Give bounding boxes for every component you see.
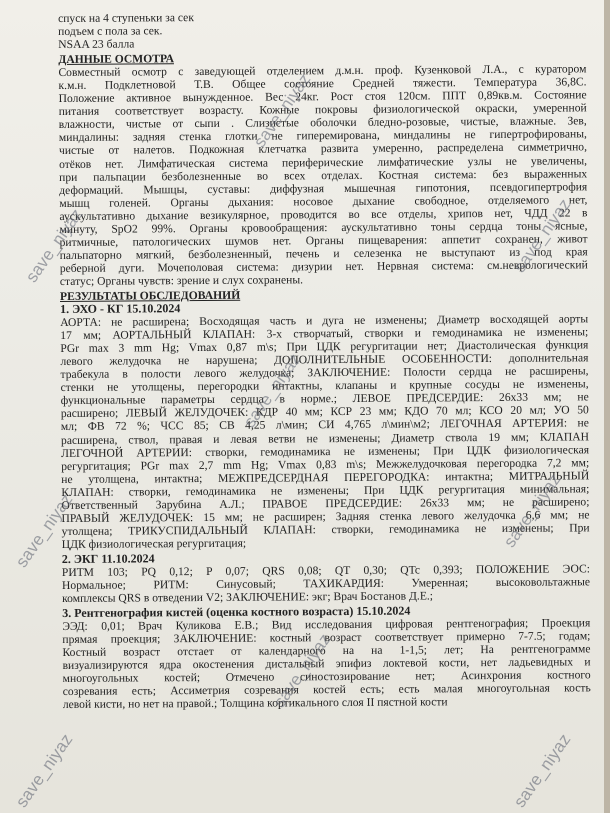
exam-line: Положение активное вынужденное. Вес 24кг. Рост стоя 120см. ППТ 0,89кв.м. Состояние	[58, 88, 587, 106]
ecg-line: комплексы QRS в отведении V2; ЗАКЛЮЧЕНИЕ: экг; Врач Бостанов Д.Е.;	[62, 589, 434, 606]
watermark-text: save_niyaz	[510, 195, 575, 276]
echo-line: мл; ФВ 72 %; ЧСС 85; СВ 4,25 л\мин; СИ 4,765 л\мин\м2; ЛЕГОЧНАЯ АРТЕРИЯ: не	[60, 416, 589, 434]
exam-line: реберной дуги. Мочеполовая система: дизурии нет. Нервная система: см.неврологический	[59, 258, 588, 275]
exam-line: влажности, чистые от сыпи . Слизистые оболочки бледно-розовые, чистые, влажные. Зев,	[58, 114, 587, 132]
echo-line: 17 мм; АОРТАЛЬНЫЙ КЛАПАН: 3-х створчатый, створки и гемодинамика не изменены;	[60, 325, 589, 343]
exam-line: Совместный осмотр с заведующей отделением д.м.н. проф. Кузенковой Л.А., с куратором	[58, 62, 587, 80]
echo-line: PGr max 3 mm Hg; Vmax 0,87 m\s; При ЦДК регургитации нет; Диастолическая функция	[60, 338, 589, 356]
exam-line: питания соответствует возрасту. Кожные покровы физиологической окраски, умеренной	[58, 101, 587, 119]
watermark-text: save_niyaz	[12, 490, 77, 571]
ecg-title: 2. ЭКГ 11.10.2024	[61, 551, 155, 566]
watermark-text: save_niyaz	[250, 70, 315, 151]
xray-title: 3. Рентгенография кистей (оценка костного возраста) 15.10.2024	[62, 603, 411, 621]
exam-line: чистые от налетов. Подкожная клетчатка развита умеренно, распределена симметрично,	[58, 140, 588, 158]
xray-line: созревания есть; Ассиметрия созревания костей есть; есть малая многоугольная кость	[62, 681, 591, 699]
exam-line: статус; Органы чувств: зрение и слух сохранены.	[59, 273, 304, 288]
exam-line: аускультативно дыхание везикулярное, проводится во все отделы, хрипов нет, ЧДД 22 в	[59, 206, 588, 223]
xray-line: прямая проекция; ЗАКЛЮЧЕНИЕ: костный возраст соответствует примерно 7-7.5; годам;	[62, 629, 591, 647]
echo-line: ЛЕГОЧНОЙ АРТЕРИИ: створки, гемодинамика не изменены; При ЦДК физиологическая	[61, 442, 590, 460]
echo-line: не утолщена, интактна; МЕЖПРЕДСЕРДНАЯ ПЕРЕГОРОДКА: интактна; МИТРАЛЬНЫЙ	[61, 468, 590, 486]
exam-line: минуту, SpO2 99%. Органы кровообращения: аускультативно тоны сердца тоны ясные,	[59, 219, 588, 236]
echo-line: Ответственный Зарубина А.Л.; ПРАВОЕ ПРЕДСЕРДИЕ: 26x33 мм; не расширено;	[61, 495, 590, 512]
exam-line: пальпаторно мягкий, безболезненный, печень и селезенка не выступают из под края	[59, 245, 588, 262]
watermark-text: save_niyaz	[500, 470, 565, 551]
echo-title: 1. ЭХО - КГ 15.10.2024	[60, 301, 181, 317]
echo-line: стенки не утолщены, перегородки интактны, клапаны и крупные сосуды не изменены,	[60, 377, 589, 395]
echo-line: АОРТА: не расширена; Восходящая часть и дуга не изменены; Диаметр восходящей аорты	[60, 312, 589, 330]
exam-line: при пальпации безболезненные во всех отделах. Костная система: без выраженных	[59, 166, 588, 184]
echo-line: КЛАПАН: створки, гемодинамика не изменены; При ЦДК регургитация минимальная;	[61, 481, 590, 499]
document-text	[58, 8, 591, 711]
exam-line: деформаций. Мышцы, суставы: диффузная мышечная гипотония, псевдогипертрофия	[59, 179, 588, 197]
exam-heading: ДАННЫЕ ОСМОТРА	[58, 52, 174, 67]
echo-line: утолщена; ТРИКУСПИДАЛЬНЫЙ КЛАПАН: створки, гемодинамика не изменены; При	[61, 521, 590, 538]
xray-line: Костный возраст отстает от календарного на на 1-1,5; лет; На рентгенограмме	[62, 642, 591, 660]
xray-line: левой кисти, но нет на правой.; Толщина кортикального слоя II пястной кости	[62, 695, 448, 712]
watermark-text: save_niyaz	[510, 730, 575, 811]
results-heading: РЕЗУЛЬТАТЫ ОБСЛЕДОВАНИЙ	[59, 288, 241, 303]
xray-line: многоугольных костей; Отмечено синостозирование нет; Асинхрония костного	[62, 668, 591, 686]
echo-line: левого желудочка не нарушена; ДОПОЛНИТЕЛЬНЫЕ ОСОБЕННОСТИ: дополнительная	[60, 351, 589, 369]
exam-line: ритмичные, патологических шумов нет. Органы пищеварения: аппетит сохранен, живот	[59, 232, 588, 249]
echo-section	[60, 299, 590, 551]
watermark-text: save_niyaz	[240, 350, 305, 431]
echo-line: функциональные параметры сердца в норме.; ЛЕВОЕ ПРЕДСЕРДИЕ: 26x33 мм; не	[60, 390, 589, 408]
intro-block	[58, 8, 586, 51]
intro-line: NSAA 23 балла	[58, 37, 135, 52]
watermark-text: save_niyaz	[270, 630, 335, 711]
echo-line: расширено; ЛЕВЫЙ ЖЕЛУДОЧЕК: КДР 40 мм; КСР 23 мм; КДО 70 мл; КСО 20 мл; УО 50	[60, 403, 589, 421]
ecg-line: РИТМ 103; PQ 0,12; P 0,07; QRS 0,08; QT 0,30; QTc 0,393; ПОЛОЖЕНИЕ ЭОС:	[61, 562, 590, 579]
xray-section	[62, 603, 591, 711]
echo-line: ПРАВЫЙ ЖЕЛУДОЧЕК: 15 мм; не расширен; Задняя стенка левого желудочка 6,6 мм; не	[61, 508, 590, 525]
echo-line: регургитация; PGr max 2,7 mm Hg; Vmax 0,83 m\s; Межжелудочковая перегородка 7,2 мм;	[61, 455, 590, 473]
results-section	[60, 286, 591, 711]
xray-line: ЭЭД: 0,01; Врач Куликова Е.В.; Вид исследования цифровая рентгенография; Проекция	[62, 616, 591, 634]
ecg-section	[62, 549, 590, 605]
exam-line: мышц голеней. Органы дыхания: носовое дыхание свободное, отделяемого нет,	[59, 192, 588, 210]
intro-line: спуск на 4 ступеньки за сек	[58, 11, 194, 25]
intro-line: подъем с пола за сек.	[58, 24, 163, 39]
echo-line: трабекула в полости левого желудочка; ЗАКЛЮЧЕНИЕ: Полости сердца не расширены,	[60, 364, 589, 382]
exam-line: к.м.н. Подклетновой Т.В. Общее состояние Средней тяжести. Температура 36,8С.	[58, 75, 587, 93]
echo-line: ЦДК физиологическая регургитация;	[61, 536, 247, 551]
page-edge	[604, 0, 610, 813]
xray-line: визуализируются ядра окостенения дистальный эпифиз локтевой кости, нет ладьевидных и	[62, 655, 591, 673]
echo-line: расширена, ствол, правая и левая ветви не изменены; Диаметр ствола 19 мм; КЛАПАН	[60, 429, 590, 447]
exam-line: миндалины: задняя стенка глотки не гиперемирована, миндалины не гипертрофированы,	[58, 127, 587, 145]
exam-section	[58, 49, 588, 288]
exam-line: отёков нет. Лимфатическая система периферические лимфатические узлы не увеличены,	[59, 153, 588, 171]
ecg-line: Нормальное; РИТМ: Синусовый; ТАХИКАРДИЯ: Умеренная; высоковольтажные	[61, 575, 591, 593]
watermark-text: save_niyaz	[22, 205, 87, 286]
watermark-text: save_niyaz	[12, 730, 77, 811]
